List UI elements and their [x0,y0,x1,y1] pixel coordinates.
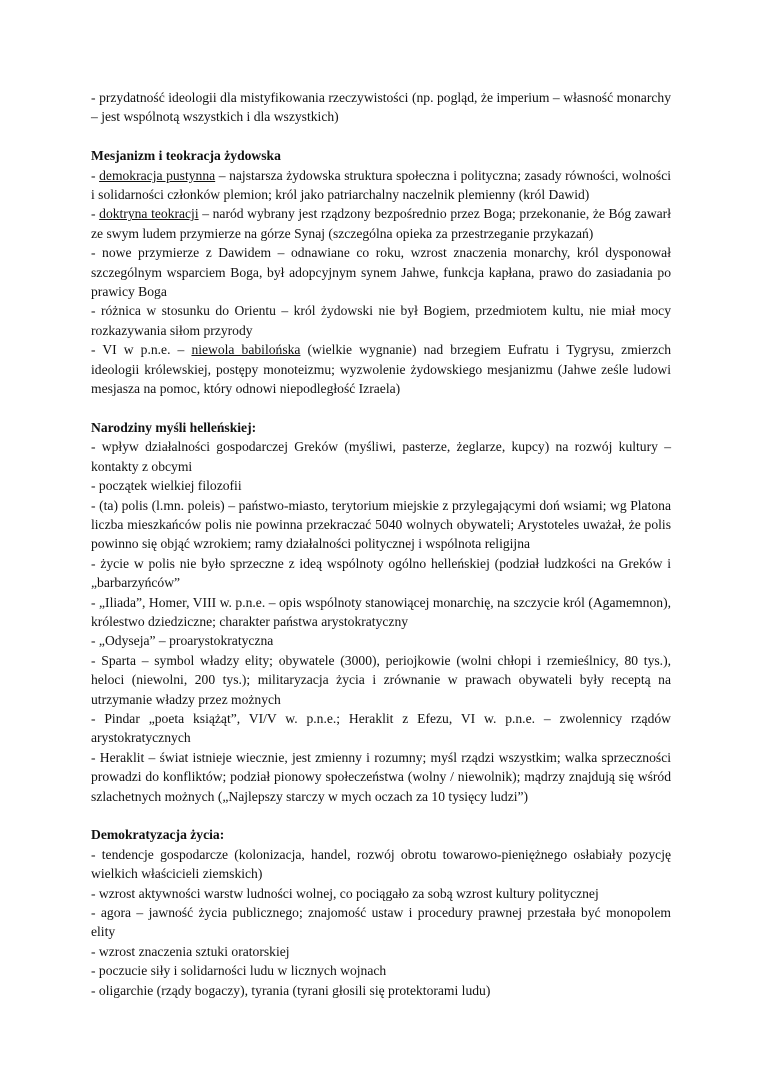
paragraph-niewola-babilonska [91,340,671,398]
term-doktryna-teokracji: doktryna teokracji [99,206,199,222]
list-item: - tendencje gospodarcze (kolonizacja, handel, rozwój obrotu towarowo-pieniężnego osłabiały pozycję wielkich właścicieli ziemskich) [91,846,671,882]
paragraph-text: – najstarsza żydowska struktura społeczna i polityczna; zasady równości, wolności i solidarności członków plemion; król jako patriarchalny naczelnik plemienny (król Dawid) [91,167,672,203]
list-item: - „Iliada”, Homer, VIII w. p.n.e. – opis wspólnoty stanowiącej monarchię, na szczycie król (Agamemnon), królestwo dziedziczne; charakter państwa arystokratyczny [91,594,671,629]
list-item: - Heraklit – świat istnieje wiecznie, jest zmienny i rozumny; myśl rządzi wszystkim; walka sprzeczności prowadzi do konfliktów; podział pionowy społeczeństwa (wolny / niewolnik); mądrzy znajdują się wśród szlachetnych możnych („Najlepszy starczy w mych oczach za 10 tysięcy ludzi”) [91,749,671,804]
list-item: - Sparta – symbol władzy elity; obywatele (3000), periojkowie (wolni chłopi i rzemieślnicy, 80 tys.), heloci (niewolni, 200 tys.); militaryzacja życia i zrównanie w prawach obywateli były receptą na utrzymanie władzy przez możnych [91,652,671,707]
paragraph-text: (wielkie wygnanie) nad brzegiem Eufratu i Tygrysu, zmierzch ideologii królewskiej, postępy monoteizmu; wyzwolenie żydowskiego mesjanizmu (Jahwe ześle ludowi mesjasza na pomoc, który odnowi niepodległość Izraela) [91,342,671,397]
document-page [91,88,671,1000]
section-heading-demokratyzacja: Demokratyzacja życia: [91,827,225,843]
paragraph-demokracja-pustynna [91,166,671,205]
spacer [91,398,671,417]
intro-paragraph: - przydatność ideologii dla mistyfikowania rzeczywistości (np. pogląd, że imperium – własność monarchy – jest wspólnotą wszystkich i dla wszystkich) [91,90,671,125]
list-item: - wpływ działalności gospodarczej Greków (myśliwi, pasterze, żeglarze, kupcy) na rozwój kultury – kontakty z obcymi [91,439,671,474]
list-item: - wzrost znaczenia sztuki oratorskiej [91,943,290,959]
paragraph-doktryna-teokracji [91,204,671,243]
spacer [91,127,671,146]
section-heading-narodziny: Narodziny myśli helleńskiej: [91,419,257,435]
paragraph-roznica-orient: - różnica w stosunku do Orientu – król żydowski nie był Bogiem, przedmiotem kultu, nie miał mocy rozkazywania siłom przyrody [91,303,671,338]
list-item: - Pindar „poeta książąt”, VI/V w. p.n.e.; Heraklit z Efezu, VI w. p.n.e. – zwolennicy rządów arystokratycznych [91,710,671,746]
list-item: - „Odyseja” – proarystokratyczna [91,633,274,649]
list-item: - poczucie siły i solidarności ludu w licznych wojnach [91,963,387,979]
term-demokracja-pustynna: demokracja pustynna [99,167,216,183]
list-item: - (ta) polis (l.mn. poleis) – państwo-miasto, terytorium miejskie z przylegającymi doń wsiami; wg Platona liczba mieszkańców polis nie powinna przekraczać 5040 wolnych obywateli; Arystoteles uważał, że polis powinno się objąć wzrokiem; ramy działalności politycznej i wspólnota religijna [91,497,671,552]
term-niewola-babilonska: niewola babilońska [191,342,301,358]
dash: - [91,206,100,222]
section-heading-mesjanizm: Mesjanizm i teokracja żydowska [91,148,281,164]
paragraph-nowe-przymierze: - nowe przymierze z Dawidem – odnawiane co roku, wzrost znaczenia monarchy, król dysponował szczególnym wsparciem Boga, był adopcyjnym synem Jahwe, funkcja kapłana, prawo do zasiadania po prawicy Boga [91,245,671,300]
list-item: - wzrost aktywności warstw ludności wolnej, co pociągało za sobą wzrost kultury politycznej [91,885,599,901]
list-item: - początek wielkiej filozofii [91,478,242,494]
list-item: - agora – jawność życia publicznego; znajomość ustaw i procedury prawnej przestała być monopolem elity [91,905,671,940]
paragraph-text: – naród wybrany jest rządzony bezpośrednio przez Boga; przekonanie, że Bóg zawarł ze swym ludem przymierze na górze Synaj (szczególna opieka za przestrzeganie przykazań) [91,206,671,241]
paragraph-text: - VI w p.n.e. – [91,342,192,358]
list-item: - oligarchie (rządy bogaczy), tyrania (tyrani głosili się protektorami ludu) [91,982,491,998]
list-item: - życie w polis nie było sprzeczne z ideą wspólnoty ogólno helleńskiej (podział ludzkości na Greków i „barbarzyńców” [91,555,671,591]
dash: - [91,167,100,183]
spacer [91,806,671,825]
